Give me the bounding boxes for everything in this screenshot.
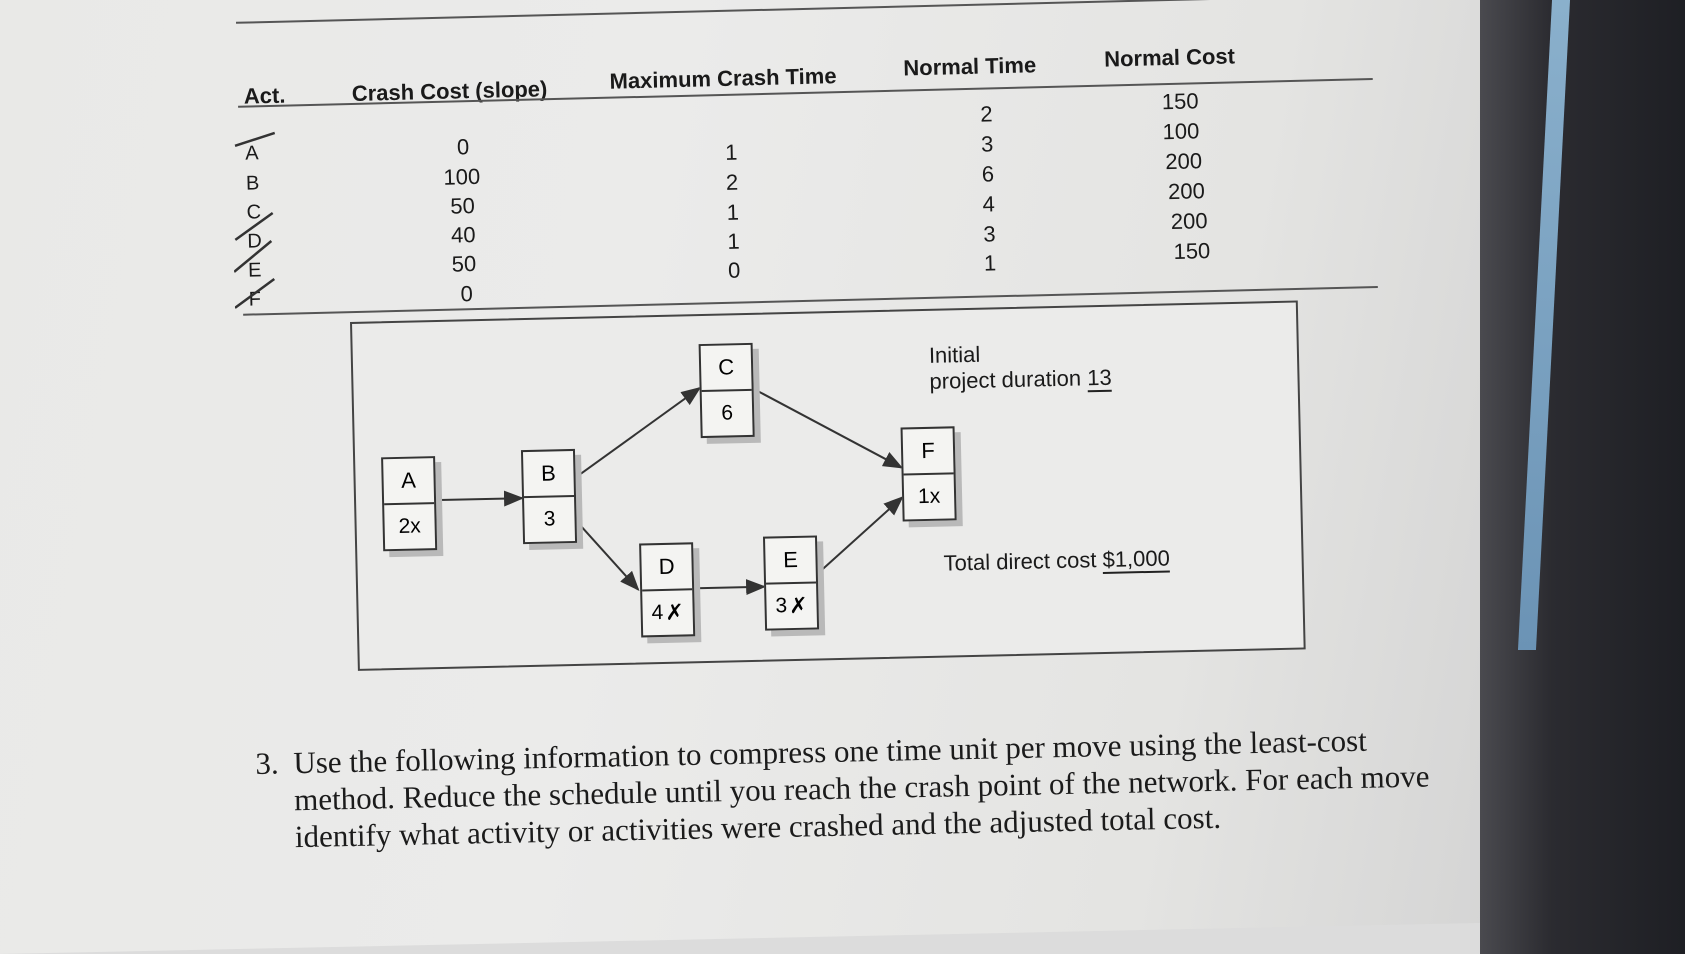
arrow-b-d — [575, 518, 639, 591]
crash-cost-a: 0 — [456, 134, 470, 160]
crash-cost-d: 40 — [450, 222, 476, 248]
arrow-c-f — [754, 386, 902, 471]
node-a-duration: 2x — [398, 514, 421, 538]
node-b-label: B — [523, 451, 574, 498]
node-a-label: A — [383, 458, 434, 505]
normal-cost-e: 200 — [1170, 208, 1208, 235]
max-crash-e: 1 — [727, 228, 740, 254]
normal-time-b: 3 — [980, 131, 994, 157]
dark-background-edge — [1480, 0, 1685, 954]
node-b — [521, 449, 577, 544]
node-f — [901, 426, 957, 521]
crash-cost-table — [228, 0, 1385, 322]
crash-cost-e: 50 — [451, 251, 477, 277]
arrow-a-b — [434, 498, 522, 500]
normal-time-e: 3 — [982, 221, 996, 247]
problem-number: 3. — [255, 745, 279, 781]
total-cost-label: Total direct cost — [943, 547, 1097, 576]
normal-cost-d: 200 — [1167, 178, 1206, 205]
total-cost-value: $1,000 — [1102, 545, 1171, 572]
node-d-duration-cell — [642, 590, 693, 635]
node-f-duration: 1x — [917, 484, 941, 509]
header-normal-time: Normal Time — [903, 52, 1037, 81]
node-e — [763, 535, 819, 630]
normal-cost-b: 100 — [1162, 118, 1200, 145]
act-e: E — [247, 259, 262, 282]
crash-cost-b: 100 — [443, 163, 481, 190]
arrow-e-f — [816, 498, 904, 574]
act-f: F — [248, 288, 262, 311]
node-d-duration: 4 — [651, 600, 664, 625]
node-e-label: E — [765, 538, 816, 585]
node-e-duration-cell — [766, 583, 817, 628]
arrow-d-e — [691, 587, 764, 589]
node-e-duration: 3 — [775, 594, 788, 618]
normal-time-a: 2 — [980, 101, 993, 127]
handwritten-x-mark: ✗ — [788, 592, 808, 619]
project-network-diagram — [350, 300, 1306, 670]
arrow-b-c — [572, 388, 702, 479]
node-b-duration: 3 — [543, 507, 556, 531]
project-duration-value: 13 — [1086, 364, 1112, 391]
project-duration-label: project duration — [929, 365, 1082, 394]
node-d-label: D — [641, 544, 692, 591]
max-crash-b: 1 — [724, 139, 738, 165]
normal-cost-f: 150 — [1173, 238, 1211, 264]
normal-time-d: 4 — [982, 191, 996, 217]
header-normal-cost: Normal Cost — [1103, 43, 1236, 72]
max-crash-f: 0 — [727, 257, 741, 283]
act-a: A — [244, 142, 259, 165]
node-c-duration: 6 — [721, 401, 734, 425]
header-crash-cost: Crash Cost (slope) — [351, 76, 548, 106]
project-duration-line — [929, 365, 1112, 395]
act-d: D — [247, 230, 263, 253]
node-d — [639, 542, 695, 637]
act-c: C — [246, 201, 262, 224]
crash-cost-c: 50 — [450, 193, 476, 219]
node-f-label: F — [903, 428, 954, 475]
normal-time-c: 6 — [981, 161, 995, 187]
handwritten-strike-marks — [231, 131, 296, 322]
normal-time-f: 1 — [983, 250, 997, 276]
handwritten-x-mark: ✗ — [665, 599, 685, 625]
normal-cost-a: 150 — [1161, 88, 1199, 115]
node-c — [699, 343, 755, 438]
normal-cost-c: 200 — [1165, 148, 1203, 175]
max-crash-d: 1 — [726, 199, 740, 225]
initial-label: Initial — [928, 341, 981, 368]
total-direct-cost-line — [943, 545, 1170, 576]
header-act: Act. — [243, 82, 286, 109]
network-arrows — [352, 303, 1304, 669]
header-max-crash-time: Maximum Crash Time — [609, 63, 837, 94]
crash-cost-f: 0 — [460, 281, 474, 307]
node-c-label: C — [701, 345, 752, 392]
act-b: B — [245, 172, 260, 195]
max-crash-c: 2 — [725, 169, 739, 195]
problem-text: Use the following information to compress one time unit per move using the least-cost method. Reduce the schedule until you reach the crash point of the network. For each move identify what activity or activities were crashed and the adjusted total cost. — [293, 722, 1430, 855]
node-a — [381, 456, 437, 551]
